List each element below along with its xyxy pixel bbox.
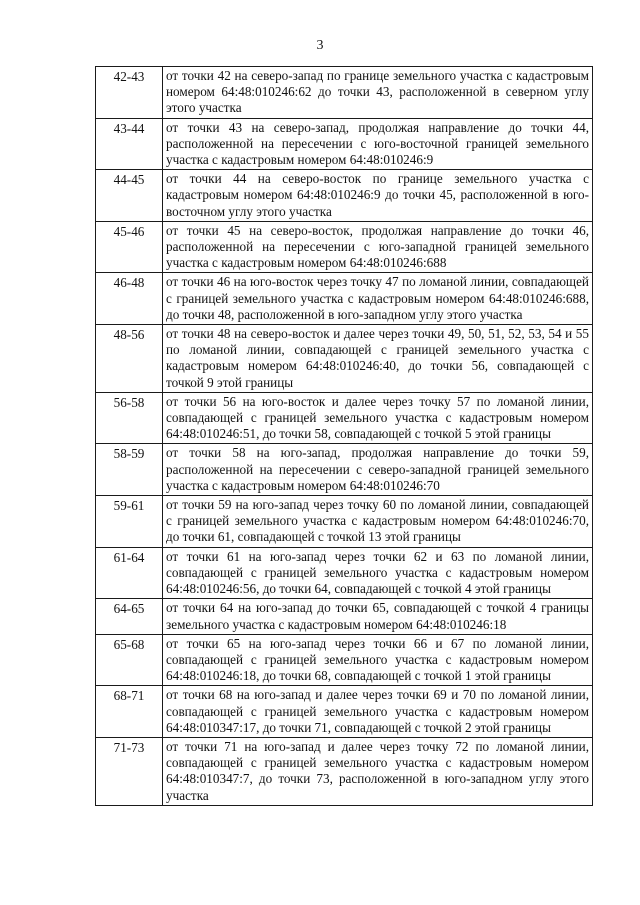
description-cell: от точки 42 на северо-запад по границе земельного участка с кадастровым номером 64:48:010246:62 до точки 43, расположенной в северном углу этого участка bbox=[163, 67, 593, 119]
table-row bbox=[96, 392, 593, 444]
table-row bbox=[96, 634, 593, 686]
description-cell: от точки 58 на юго-запад, продолжая направление до точки 59, расположенной на пересечении с северо-западной границей земельного участка с кадастровым номером 64:48:010246:70 bbox=[163, 444, 593, 496]
segment-cell: 64-65 bbox=[96, 599, 163, 634]
table-row bbox=[96, 67, 593, 119]
segment-cell: 59-61 bbox=[96, 496, 163, 548]
table-row bbox=[96, 273, 593, 325]
segment-cell: 48-56 bbox=[96, 325, 163, 393]
table-row bbox=[96, 686, 593, 738]
table-row bbox=[96, 325, 593, 393]
description-cell: от точки 68 на юго-запад и далее через точки 69 и 70 по ломаной линии, совпадающей с границей земельного участка с кадастровым номером 64:48:010347:17, до точки 71, совпадающей с точкой 2 этой границы bbox=[163, 686, 593, 738]
table-row bbox=[96, 496, 593, 548]
segment-cell: 58-59 bbox=[96, 444, 163, 496]
segment-cell: 71-73 bbox=[96, 737, 163, 805]
description-cell: от точки 46 на юго-восток через точку 47 по ломаной линии, совпадающей с границей земельного участка с кадастровым номером 64:48:010246:688, до точки 48, расположенной в юго-западном углу этого участка bbox=[163, 273, 593, 325]
table-row bbox=[96, 737, 593, 805]
description-cell: от точки 45 на северо-восток, продолжая направление до точки 46, расположенной на пересечении с юго-западной границей земельного участка с кадастровым номером 64:48:010246:688 bbox=[163, 221, 593, 273]
description-cell: от точки 56 на юго-восток и далее через точку 57 по ломаной линии, совпадающей с границей земельного участка с кадастровым номером 64:48:010246:51, до точки 58, совпадающей с точкой 5 этой границы bbox=[163, 392, 593, 444]
boundary-description-table bbox=[95, 66, 593, 806]
description-cell: от точки 59 на юго-запад через точку 60 по ломаной линии, совпадающей с границей земельного участка с кадастровым номером 64:48:010246:70, до точки 61, совпадающей с точкой 13 этой границы bbox=[163, 496, 593, 548]
segment-cell: 42-43 bbox=[96, 67, 163, 119]
description-cell: от точки 61 на юго-запад через точки 62 и 63 по ломаной линии, совпадающей с границей земельного участка с кадастровым номером 64:48:010246:56, до точки 64, совпадающей с точкой 4 этой границы bbox=[163, 547, 593, 599]
segment-cell: 56-58 bbox=[96, 392, 163, 444]
segment-cell: 46-48 bbox=[96, 273, 163, 325]
description-cell: от точки 44 на северо-восток по границе земельного участка с кадастровым номером 64:48:010246:9 до точки 45, расположенной в юго-восточном углу этого участка bbox=[163, 170, 593, 222]
description-cell: от точки 48 на северо-восток и далее через точки 49, 50, 51, 52, 53, 54 и 55 по ломаной линии, совпадающей с границей земельного участка с кадастровым номером 64:48:010246:40, до точки 56, совпадающей с точкой 9 этой границы bbox=[163, 325, 593, 393]
segment-cell: 65-68 bbox=[96, 634, 163, 686]
table-row bbox=[96, 547, 593, 599]
table-row bbox=[96, 221, 593, 273]
segment-cell: 45-46 bbox=[96, 221, 163, 273]
table-body bbox=[96, 67, 593, 806]
segment-cell: 44-45 bbox=[96, 170, 163, 222]
description-cell: от точки 64 на юго-запад до точки 65, совпадающей с точкой 4 границы земельного участка с кадастровым номером 64:48:010246:18 bbox=[163, 599, 593, 634]
description-cell: от точки 71 на юго-запад и далее через точку 72 по ломаной линии, совпадающей с границей земельного участка с кадастровым номером 64:48:010347:7, до точки 73, расположенной в юго-западном углу этого участка bbox=[163, 737, 593, 805]
table-row bbox=[96, 444, 593, 496]
description-cell: от точки 65 на юго-запад через точки 66 и 67 по ломаной линии, совпадающей с границей земельного участка с кадастровым номером 64:48:010246:18, до точки 68, совпадающей с точкой 1 этой границы bbox=[163, 634, 593, 686]
table-row bbox=[96, 599, 593, 634]
segment-cell: 43-44 bbox=[96, 118, 163, 170]
page-number: 3 bbox=[316, 38, 324, 53]
table-row bbox=[96, 170, 593, 222]
segment-cell: 68-71 bbox=[96, 686, 163, 738]
description-cell: от точки 43 на северо-запад, продолжая направление до точки 44, расположенной на пересечении с юго-восточной границей земельного участка с кадастровым номером 64:48:010246:9 bbox=[163, 118, 593, 170]
segment-cell: 61-64 bbox=[96, 547, 163, 599]
table-row bbox=[96, 118, 593, 170]
